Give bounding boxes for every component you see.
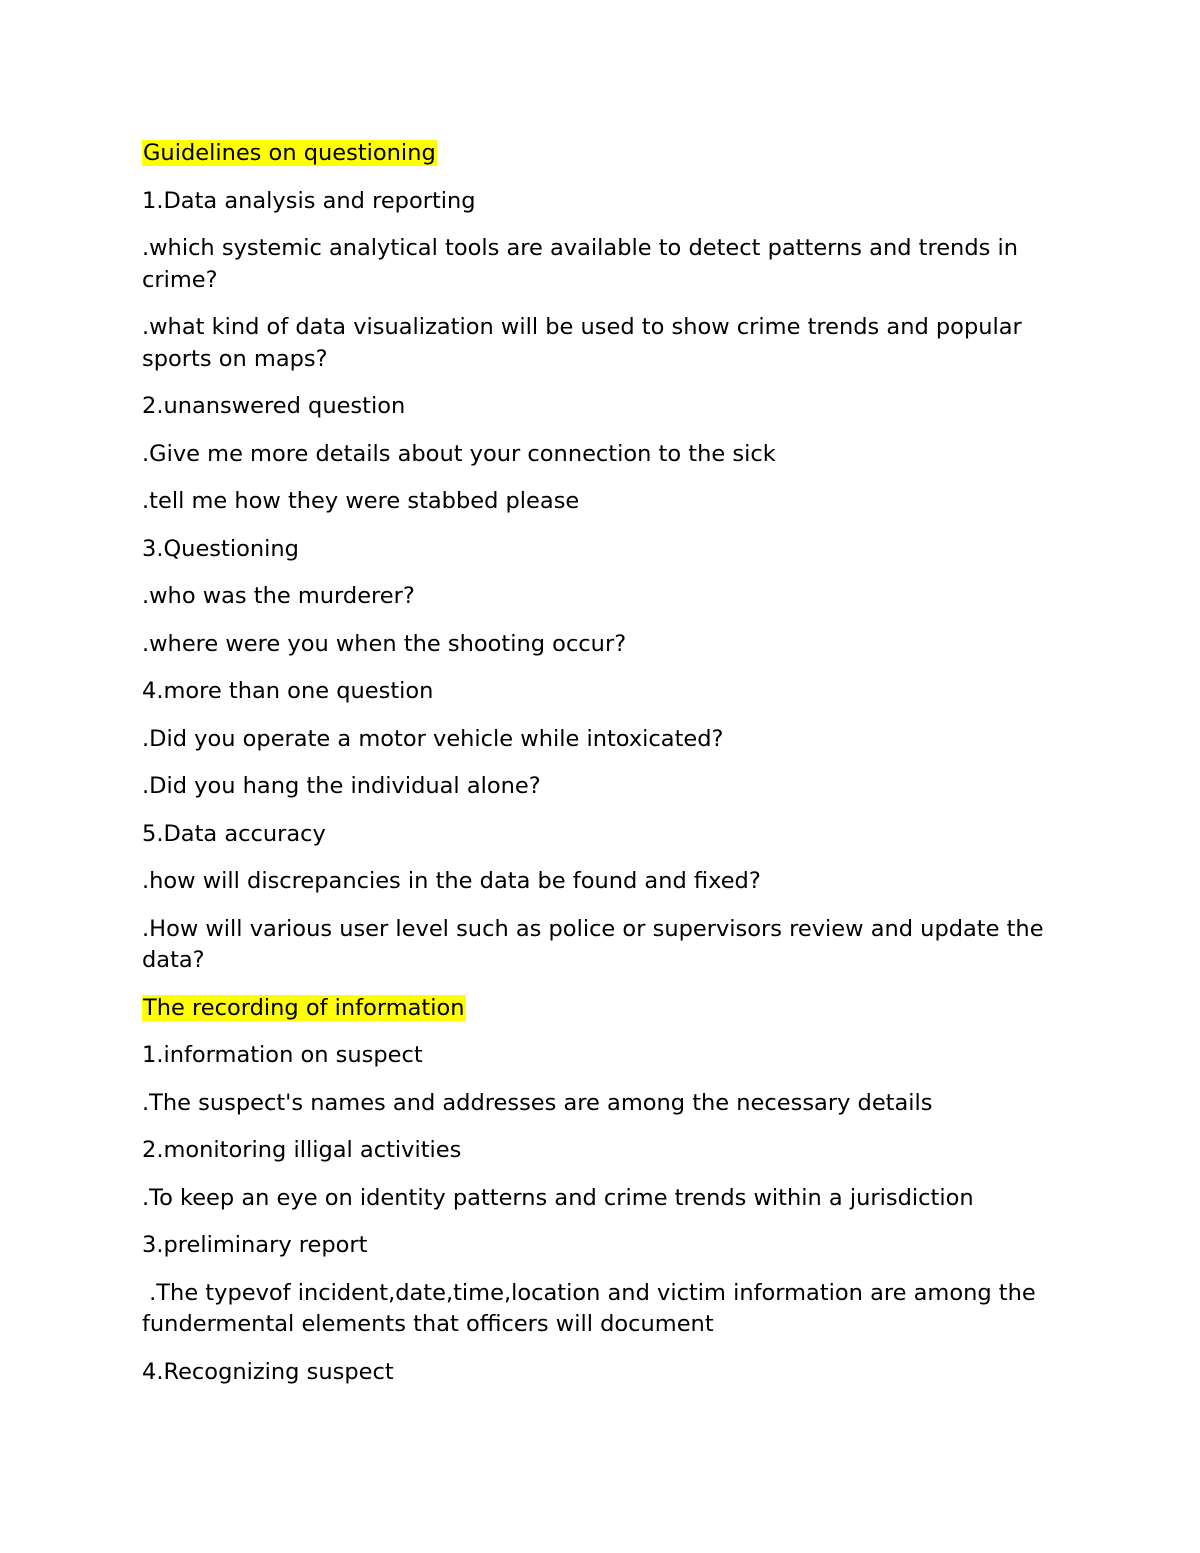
list-item: .How will various user level such as police or supervisors review and update the data?: [142, 915, 1051, 973]
document-body: [142, 138, 1072, 1404]
list-item: 4.more than one question: [142, 678, 434, 704]
list-item: 2.unanswered question: [142, 393, 406, 419]
list-item: .where were you when the shooting occur?: [142, 630, 627, 657]
list-item: .which systemic analytical tools are available to detect patterns and trends in crime?: [142, 235, 1026, 293]
list-item: .how will discrepancies in the data be found and fixed?: [142, 868, 761, 894]
list-item: 3.preliminary report: [142, 1232, 368, 1258]
list-item: .Did you hang the individual alone?: [142, 773, 541, 799]
list-item: .what kind of data visualization will be used to show crime trends and popular sports on maps?: [142, 314, 1029, 372]
list-item: 4.Recognizing suspect: [142, 1358, 394, 1385]
section-heading: [142, 993, 1072, 1025]
list-item: .To keep an eye on identity patterns and crime trends within a jurisdiction: [142, 1184, 974, 1211]
list-item: .Give me more details about your connection to the sick: [142, 440, 776, 467]
list-item: .Did you operate a motor vehicle while intoxicated?: [142, 725, 724, 752]
list-item: 3.Questioning: [142, 535, 299, 562]
list-item: 2.monitoring illigal activities: [142, 1137, 462, 1163]
highlighted-heading-text: The recording of information: [143, 994, 465, 1021]
list-item: 5.Data accuracy: [142, 820, 326, 847]
list-item: 1.information on suspect: [142, 1042, 423, 1068]
list-item: .who was the murderer?: [142, 583, 415, 609]
list-item: .The suspect's names and addresses are among the necessary details: [142, 1089, 933, 1116]
highlighted-heading-text: Guidelines on questioning: [143, 140, 436, 166]
list-item: .tell me how they were stabbed please: [142, 488, 580, 514]
section-heading: [142, 138, 1072, 170]
list-item: 1.Data analysis and reporting: [142, 187, 476, 214]
list-item: .The typevof incident,date,time,location and victim information are among the fundermental elements that officers will document: [142, 1279, 1043, 1337]
